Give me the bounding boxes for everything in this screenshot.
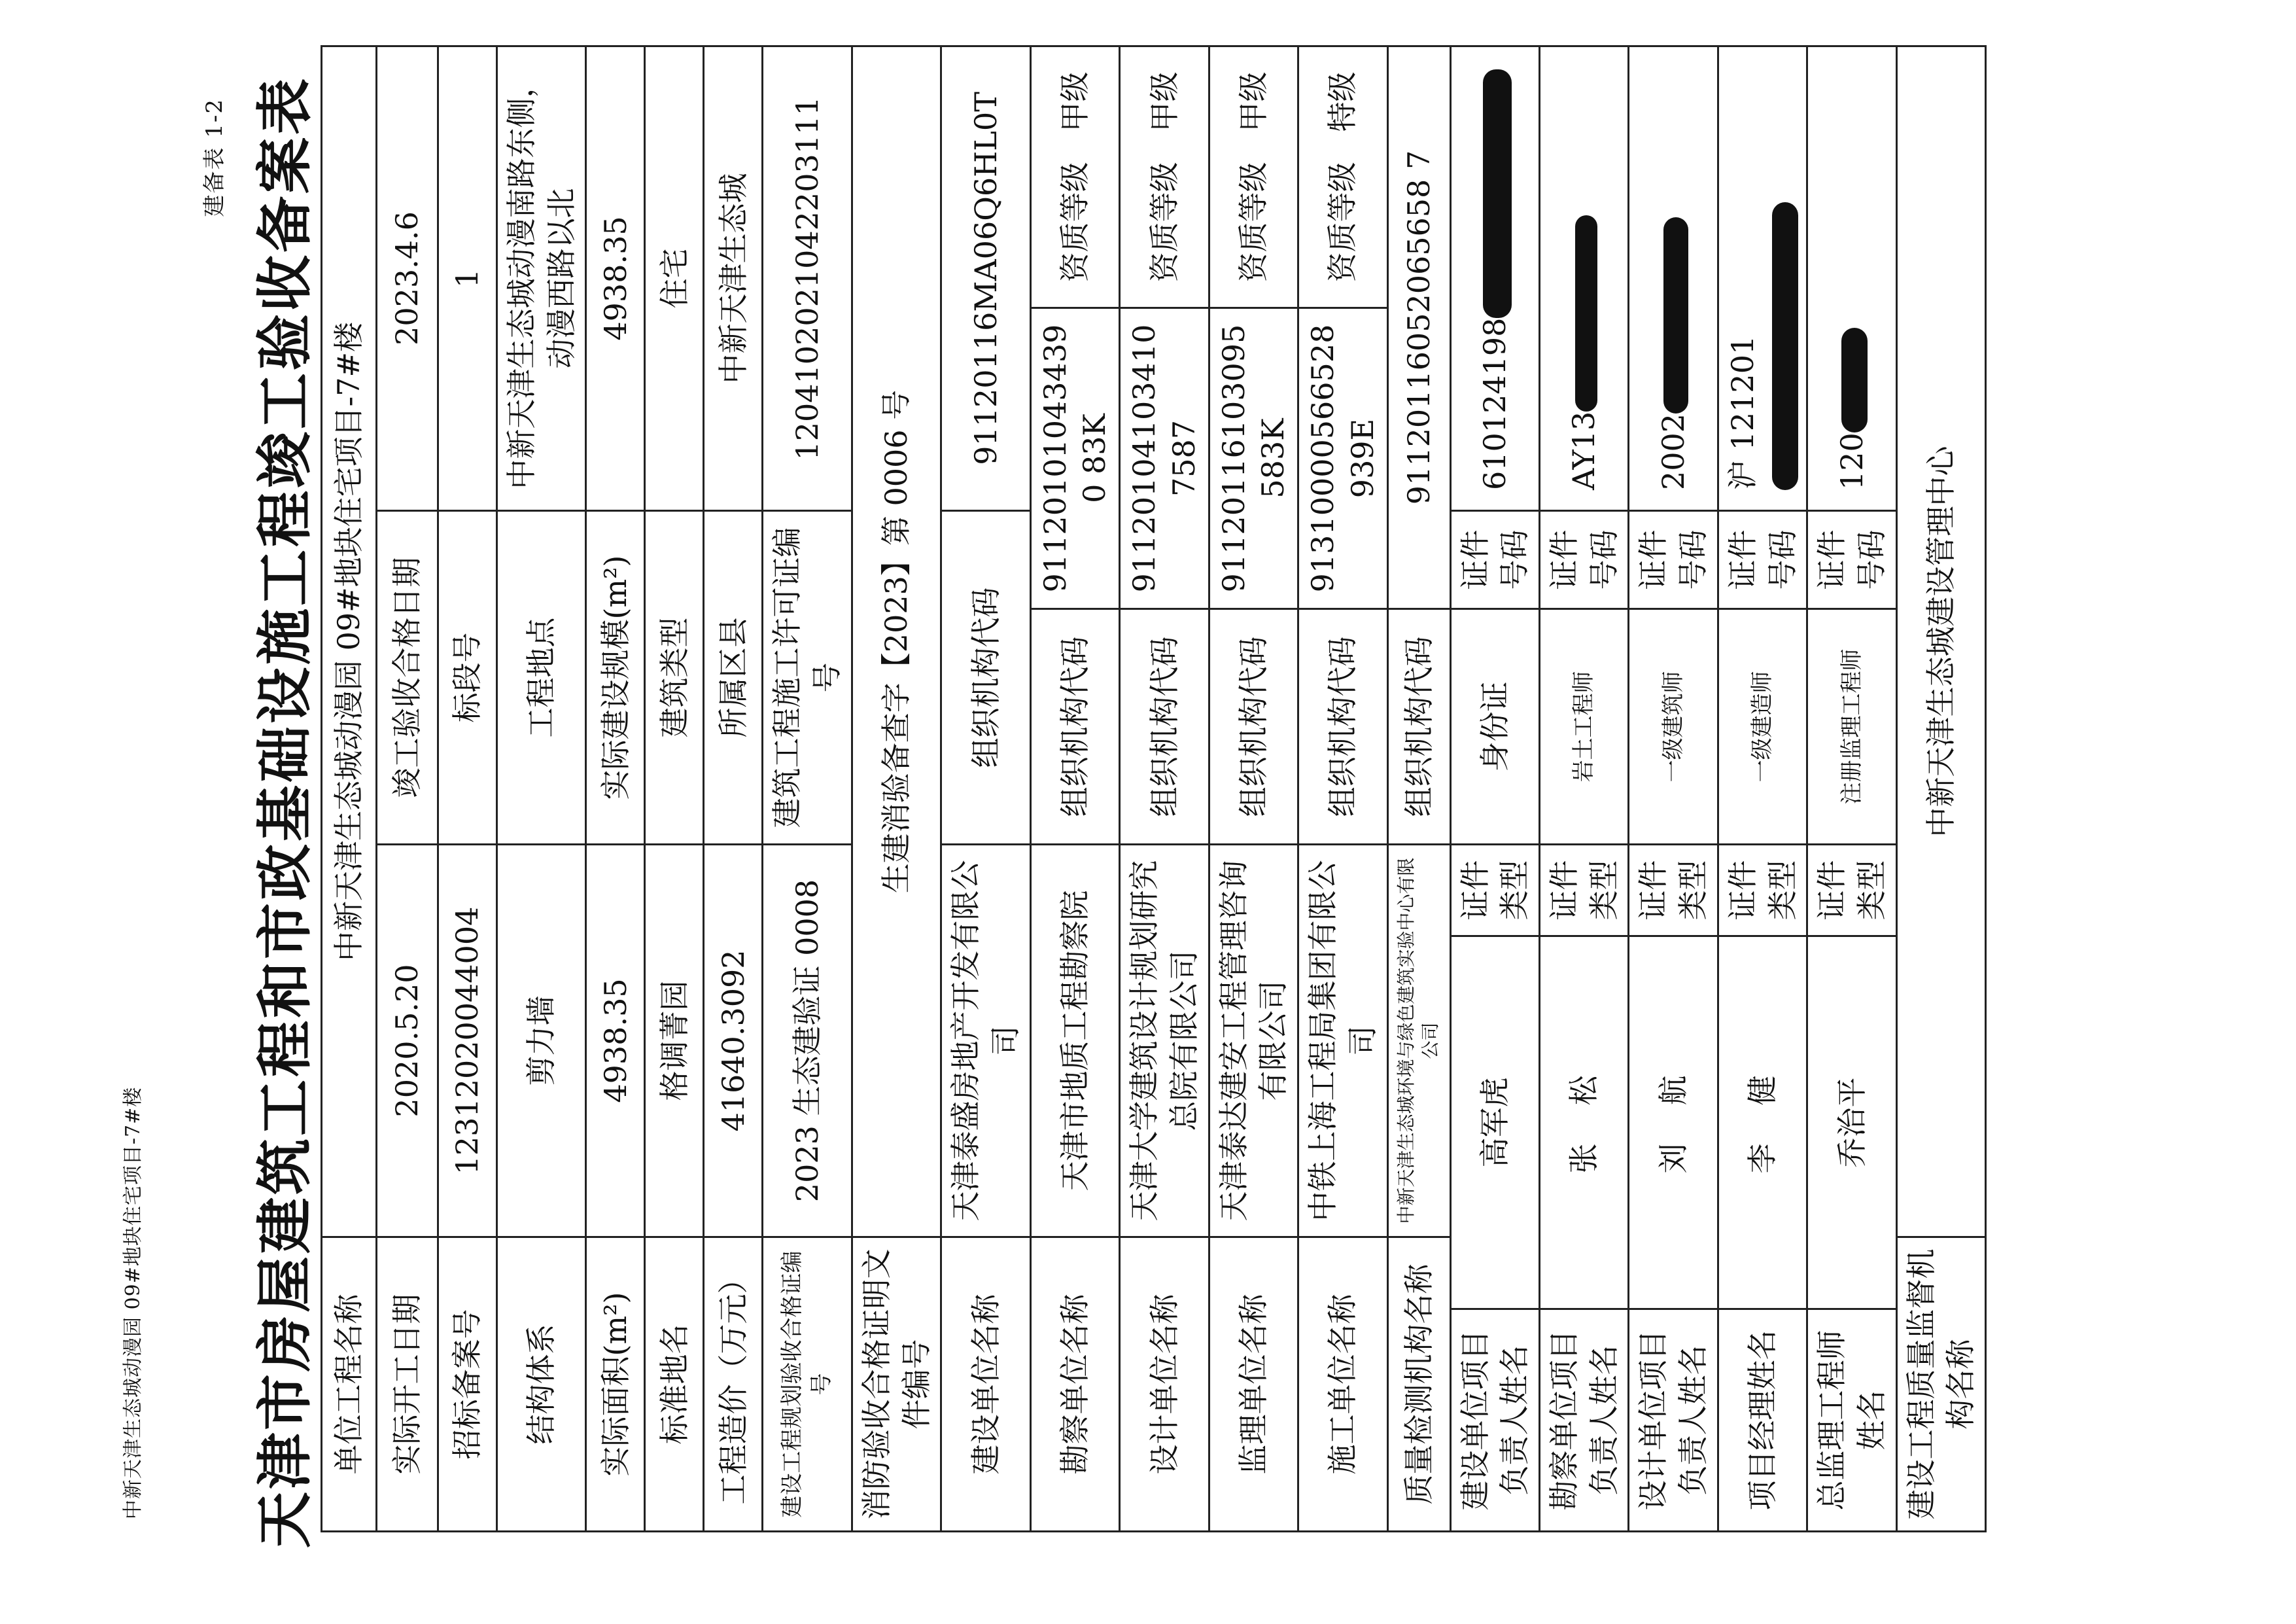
page-title: 天津市房屋建筑工程和市政基础设施工程竣工验收备案表 bbox=[252, 76, 318, 1548]
id-number-cell bbox=[1450, 46, 1539, 510]
field-label: 组织机构代码 bbox=[1030, 609, 1119, 845]
field-label: 设计单位名称 bbox=[1120, 1237, 1209, 1532]
table-row bbox=[1030, 46, 1119, 1531]
redaction-mark bbox=[1663, 217, 1688, 414]
field-label: 竣工验收合格日期 bbox=[377, 511, 438, 845]
field-value: 剪力墙 bbox=[497, 845, 586, 1237]
table-row bbox=[1387, 46, 1450, 1531]
field-label: 建设工程规划验收合格证编号 bbox=[763, 1237, 852, 1532]
field-value: 91120116MA06Q6HL0T bbox=[941, 46, 1030, 510]
table-row bbox=[852, 46, 941, 1531]
field-label: 施工单位名称 bbox=[1298, 1237, 1387, 1532]
field-label: 资质等级 bbox=[1235, 162, 1271, 283]
field-value: 4938.35 bbox=[586, 46, 645, 510]
field-label: 建筑类型 bbox=[645, 511, 704, 845]
field-label: 资质等级 bbox=[1325, 162, 1361, 283]
table-row bbox=[1120, 46, 1209, 1531]
field-value: 一级建造师 bbox=[1718, 609, 1807, 845]
field-value: 沪 121201 bbox=[1724, 335, 1760, 490]
field-value: 911201010434390 83K bbox=[1030, 308, 1119, 609]
table-row bbox=[763, 46, 852, 1531]
field-value: 天津泰达建安工程管理咨询有限公司 bbox=[1209, 845, 1298, 1237]
field-label: 消防验收合格证明文件编号 bbox=[852, 1237, 941, 1532]
field-label: 监理单位名称 bbox=[1209, 1237, 1298, 1532]
field-value: 岩土工程师 bbox=[1539, 609, 1628, 845]
field-label: 组织机构代码 bbox=[1387, 609, 1450, 845]
field-label: 建设单位名称 bbox=[941, 1237, 1030, 1532]
table-row bbox=[645, 46, 704, 1531]
qualification-cell bbox=[1298, 46, 1387, 308]
redaction-mark bbox=[1483, 69, 1512, 318]
field-value: 12312020044004 bbox=[438, 845, 497, 1237]
field-label: 工程造价（万元） bbox=[704, 1237, 763, 1532]
field-label: 资质等级 bbox=[1146, 162, 1182, 283]
field-value: 乔治平 bbox=[1807, 936, 1896, 1309]
field-label: 组织机构代码 bbox=[1298, 609, 1387, 845]
field-label: 证件号码 bbox=[1718, 511, 1807, 609]
field-value: 特级 bbox=[1325, 71, 1361, 132]
field-label: 总监理工程师姓名 bbox=[1807, 1309, 1896, 1532]
field-label: 质量检测机构名称 bbox=[1387, 1237, 1450, 1532]
field-value: 91120116052065658 7 bbox=[1387, 46, 1450, 609]
field-label: 证件类型 bbox=[1450, 845, 1539, 936]
field-value: 住宅 bbox=[645, 46, 704, 510]
table-row bbox=[322, 46, 377, 1531]
field-label: 设计单位项目负责人姓名 bbox=[1629, 1309, 1718, 1532]
field-value: 甲级 bbox=[1235, 71, 1271, 132]
field-value: 生建消验备查字【2023】第 0006 号 bbox=[852, 46, 941, 1237]
field-label: 标准地名 bbox=[645, 1237, 704, 1532]
filing-form-table bbox=[321, 45, 1987, 1532]
project-header: 中新天津生态城动漫园 09#地块住宅项目-7#楼 bbox=[122, 1086, 145, 1519]
qualification-cell bbox=[1120, 46, 1209, 308]
field-label: 实际建设规模(m²) bbox=[586, 511, 645, 845]
field-value: 2023 生态建验证 0008 bbox=[763, 845, 852, 1237]
table-row bbox=[1298, 46, 1387, 1531]
field-value: 1 bbox=[438, 46, 497, 510]
field-label: 勘察单位名称 bbox=[1030, 1237, 1119, 1532]
form-code: 建备表 1-2 bbox=[201, 98, 228, 217]
field-label: 证件类型 bbox=[1629, 845, 1718, 936]
field-label: 证件类型 bbox=[1718, 845, 1807, 936]
field-value: 6101241​98 bbox=[1476, 317, 1512, 490]
field-label: 勘察单位项目负责人姓名 bbox=[1539, 1309, 1628, 1532]
field-label: 组织机构代码 bbox=[1209, 609, 1298, 845]
field-label: 所属区县 bbox=[704, 511, 763, 845]
field-label: 建筑工程施工许可证编号 bbox=[763, 511, 852, 845]
table-row bbox=[1629, 46, 1718, 1531]
id-number-cell bbox=[1539, 46, 1628, 510]
field-label: 实际开工日期 bbox=[377, 1237, 438, 1532]
field-label: 工程地点 bbox=[497, 511, 586, 845]
redaction-mark bbox=[1772, 202, 1798, 490]
table-row bbox=[586, 46, 645, 1531]
field-value: 91120104103410 7587 bbox=[1120, 308, 1209, 609]
field-value: 中新天津生态城动漫园 09#地块住宅项目-7#楼 bbox=[322, 46, 377, 1237]
field-value: 身份证 bbox=[1450, 609, 1539, 845]
field-value: 中新天津生态城动漫南路东侧，动漫西路以北 bbox=[497, 46, 586, 510]
table-row bbox=[1718, 46, 1807, 1531]
id-number-cell bbox=[1629, 46, 1718, 510]
field-value: 一级建筑师 bbox=[1629, 609, 1718, 845]
field-value: 格调菁园 bbox=[645, 845, 704, 1237]
field-value: 天津市地质工程勘察院 bbox=[1030, 845, 1119, 1237]
table-row bbox=[377, 46, 438, 1531]
field-value: 中新天津生态城 bbox=[704, 46, 763, 510]
field-label: 组织机构代码 bbox=[941, 511, 1030, 845]
redaction-mark bbox=[1841, 328, 1868, 432]
field-label: 证件类型 bbox=[1807, 845, 1896, 936]
table-row bbox=[1807, 46, 1896, 1531]
field-value: 刘 航 bbox=[1629, 936, 1718, 1309]
table-row bbox=[438, 46, 497, 1531]
field-label: 建设单位项目负责人姓名 bbox=[1450, 1309, 1539, 1532]
field-value: 甲级 bbox=[1057, 71, 1093, 132]
field-label: 实际面积(m²) bbox=[586, 1237, 645, 1532]
table-row bbox=[941, 46, 1030, 1531]
field-label: 证件号码 bbox=[1807, 511, 1896, 609]
field-value: 天津泰盛房地产开发有限公司 bbox=[941, 845, 1030, 1237]
field-value: 2023.4.6 bbox=[377, 46, 438, 510]
field-label: 招标备案号 bbox=[438, 1237, 497, 1532]
table-row bbox=[1209, 46, 1298, 1531]
field-label: 单位工程名称 bbox=[322, 1237, 377, 1532]
field-value: 中新天津生态城环境与绿色建筑实验中心有限公司 bbox=[1387, 845, 1450, 1237]
field-value: 120410202104220311​1 bbox=[763, 46, 852, 510]
field-label: 项目经理姓名 bbox=[1718, 1309, 1807, 1532]
table-row bbox=[1450, 46, 1539, 1531]
field-value: 注册监理工程师 bbox=[1807, 609, 1896, 845]
field-label: 证件类型 bbox=[1539, 845, 1628, 936]
table-row bbox=[497, 46, 586, 1531]
field-value: 中新天津生态城建设管理中心 bbox=[1896, 46, 1985, 1237]
table-row bbox=[1896, 46, 1985, 1531]
field-label: 标段号 bbox=[438, 511, 497, 845]
field-label: 组织机构代码 bbox=[1120, 609, 1209, 845]
field-value: 李 健 bbox=[1718, 936, 1807, 1309]
id-number-cell bbox=[1807, 46, 1896, 510]
table-row bbox=[1539, 46, 1628, 1531]
redaction-mark bbox=[1575, 215, 1597, 412]
field-label: 证件号码 bbox=[1450, 511, 1539, 609]
id-number-cell bbox=[1718, 46, 1807, 510]
field-label: 建设工程质量监督机构名称 bbox=[1896, 1237, 1985, 1532]
qualification-cell bbox=[1209, 46, 1298, 308]
field-value: 4938.35 bbox=[586, 845, 645, 1237]
table-row bbox=[704, 46, 763, 1531]
field-value: AY13 bbox=[1566, 411, 1602, 490]
field-label: 证件号码 bbox=[1539, 511, 1628, 609]
field-value: 甲级 bbox=[1146, 71, 1182, 132]
field-value: 2020.5.20 bbox=[377, 845, 438, 1237]
field-value: 41640.3092 bbox=[704, 845, 763, 1237]
field-label: 资质等级 bbox=[1057, 162, 1093, 283]
field-value: 中铁上海工程局集团有限公司 bbox=[1298, 845, 1387, 1237]
field-value: 高军虎 bbox=[1450, 936, 1539, 1309]
field-value: 2002 bbox=[1655, 413, 1691, 490]
field-label: 结构体系 bbox=[497, 1237, 586, 1532]
field-label: 证件号码 bbox=[1629, 511, 1718, 609]
qualification-cell bbox=[1030, 46, 1119, 308]
field-value: 120 bbox=[1834, 432, 1870, 490]
field-value: 张 松 bbox=[1539, 936, 1628, 1309]
field-value: 91310000566528 939E bbox=[1298, 308, 1387, 609]
field-value: 91120116103095 583K bbox=[1209, 308, 1298, 609]
field-value: 天津大学建筑设计规划研究总院有限公司 bbox=[1120, 845, 1209, 1237]
